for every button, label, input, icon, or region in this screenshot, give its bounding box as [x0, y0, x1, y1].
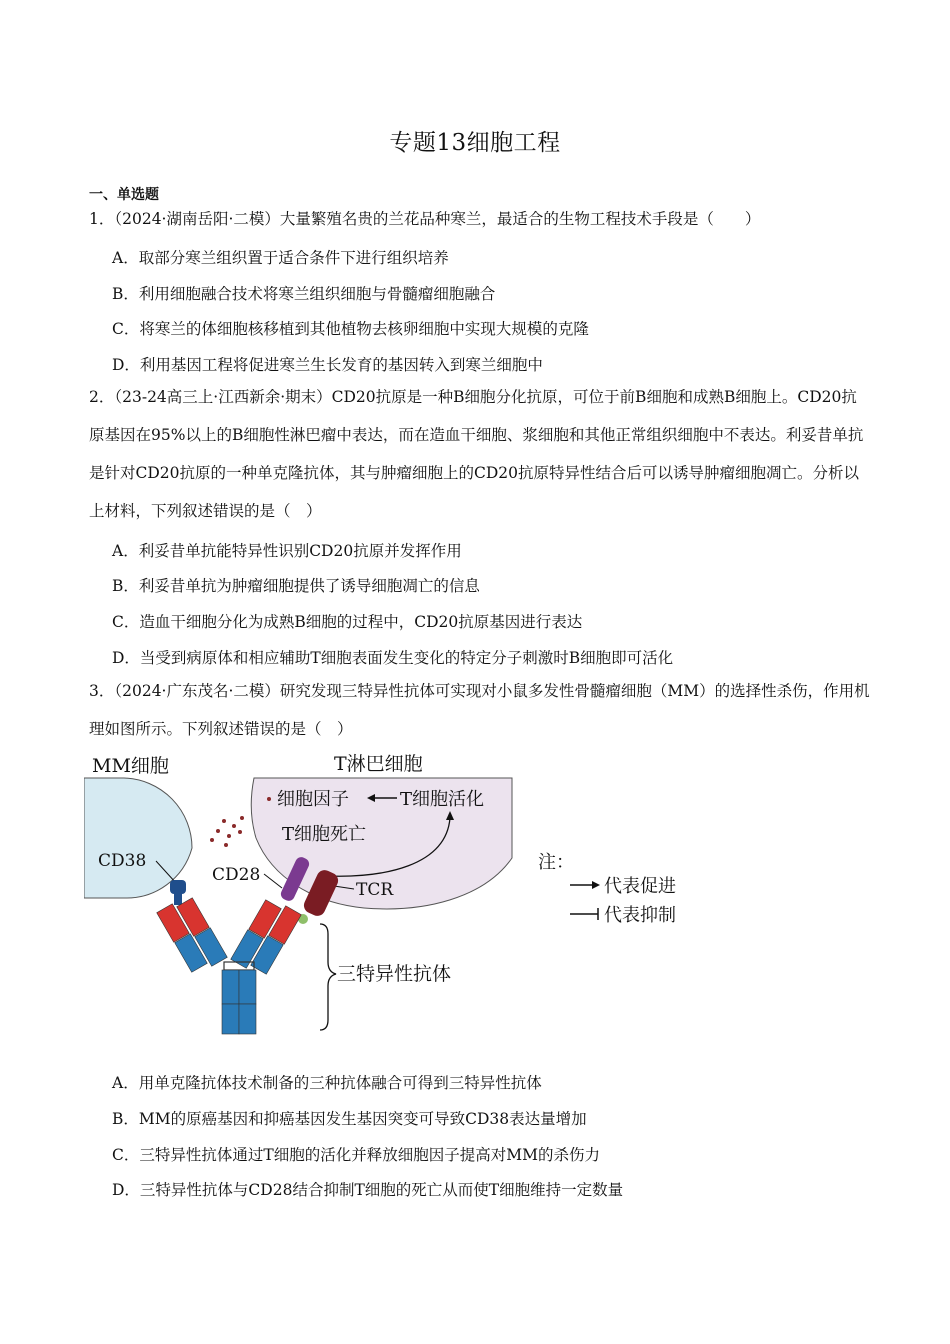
q3-stem-part1: 3．（2024·广东茂名·二模）研究发现三特异性抗体可实现对小鼠多发性骨髓瘤细胞（MM）的选择性杀伤，作用机理如图所示。下列叙述 — [89, 682, 870, 738]
q1-option-b: B．利用细胞融合技术将寒兰组织细胞与骨髓瘤细胞融合 — [112, 285, 496, 303]
q1-option-c: C．将寒兰的体细胞核移植到其他植物去核卵细胞中实现大规模的克隆 — [112, 320, 589, 338]
q2-option-c: C．造血干细胞分化为成熟B细胞的过程中，CD20抗原基因进行表达 — [112, 613, 583, 631]
antibody-right-arm — [231, 900, 302, 974]
t-death-label: T细胞死亡 — [282, 824, 367, 845]
q3-option-a: A．用单克隆抗体技术制备的三种抗体融合可得到三特异性抗体 — [112, 1074, 542, 1092]
q2-option-a: A．利妥昔单抗能特异性识别CD20抗原并发挥作用 — [112, 542, 462, 560]
cytokine-label: 细胞因子 — [277, 789, 349, 810]
cd28-label: CD28 — [212, 865, 261, 885]
q1-option-d: D．利用基因工程将促进寒兰生长发育的基因转入到寒兰细胞中 — [112, 356, 543, 374]
question-3-stem — [89, 672, 871, 748]
q3-option-b: B．MM的原癌基因和抑癌基因发生基因突变可导致CD38表达量增加 — [112, 1110, 587, 1128]
legend-inhibit: 代表抑制 — [604, 905, 676, 926]
legend-note: 注： — [538, 852, 574, 873]
t-cell-label: T淋巴细胞 — [334, 753, 423, 775]
q3-stem-part2: 的是（ ） — [275, 720, 353, 738]
q1-option-a: A．取部分寒兰组织置于适合条件下进行组织培养 — [112, 249, 449, 267]
antibody-fc — [222, 970, 256, 1034]
antibody-mechanism-figure — [84, 748, 704, 1038]
t-activation-label: T细胞活化 — [400, 789, 485, 810]
q3-option-c: C．三特异性抗体通过T细胞的活化并释放细胞因子提高对MM的杀伤力 — [112, 1146, 600, 1164]
antibody-label: 三特异性抗体 — [337, 963, 452, 985]
antibody-brace — [320, 924, 336, 1030]
section-heading: 一、单选题 — [89, 187, 159, 203]
tcr-label: TCR — [356, 880, 394, 900]
q3-option-d: D．三特异性抗体与CD28结合抑制T细胞的死亡从而使T细胞维持一定数量 — [112, 1181, 624, 1199]
question-1-stem: 1．（2024·湖南岳阳·二模）大量繁殖名贵的兰花品种寒兰，最适合的生物工程技术手段是（ ） — [89, 210, 761, 228]
q3-stem-emphasis: 错误 — [244, 720, 276, 738]
question-2-stem: 2．（23-24高三上·江西新余·期末）CD20抗原是一种B细胞分化抗原，可位于前B细胞和成熟B细胞上。CD20抗原基因在95%以上的B细胞性淋巴瘤中表达，而在造血干细胞、浆细胞和其他正常组织细胞中不表达。利妥昔单抗是针对CD20抗原的一种单克隆抗体，其与肿瘤细胞上的CD20抗原特异性结合后可以诱导肿瘤细胞凋亡。分析以上材料，下列叙述错误的是（ ） — [89, 388, 864, 520]
mm-cell-label: MM细胞 — [92, 755, 169, 777]
q2-option-d: D．当受到病原体和相应辅助T细胞表面发生变化的特定分子刺激时B细胞即可活化 — [112, 649, 674, 667]
cd38-label: CD38 — [98, 851, 147, 871]
legend-promote: 代表促进 — [604, 876, 676, 897]
q2-option-b: B．利妥昔单抗为肿瘤细胞提供了诱导细胞凋亡的信息 — [112, 577, 480, 595]
antibody-left-arm — [157, 898, 228, 972]
page-title: 专题13细胞工程 — [389, 130, 561, 156]
